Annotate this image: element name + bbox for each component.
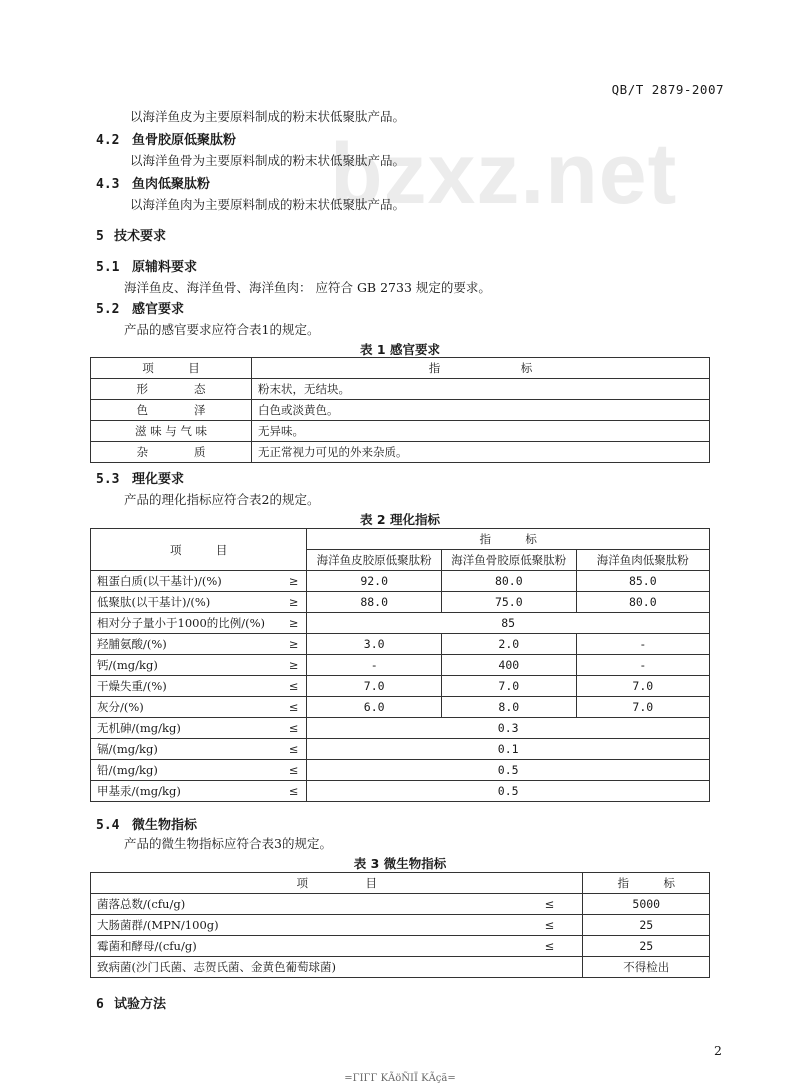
row-sign: ≤ — [271, 760, 307, 781]
table-1-caption: 表 1 感官要求 — [360, 342, 440, 357]
row-sign: ≥ — [271, 613, 307, 634]
row-item: 铅/(mg/kg) — [91, 760, 272, 781]
table-header-row — [91, 873, 710, 894]
section-title: 感官要求 — [132, 302, 185, 317]
row-item: 大肠菌群/(MPN/100g) — [91, 915, 519, 936]
row-value-merged: 0.1 — [307, 739, 710, 760]
section-4-1-description: 以海洋鱼皮为主要原料制成的粉末状低聚肽产品。 — [130, 109, 406, 124]
row-item: 霉菌和酵母/(cfu/g) — [91, 936, 519, 957]
table-row — [91, 571, 710, 592]
table-3-caption: 表 3 微生物指标 — [353, 856, 447, 871]
section-title: 鱼肉低聚肽粉 — [132, 177, 211, 192]
row-value: 25 — [583, 936, 710, 957]
row-sign: ≥ — [271, 655, 307, 676]
section-5-2-heading — [96, 298, 184, 317]
row-value: - — [576, 655, 709, 676]
table-row — [91, 760, 710, 781]
section-5-4-description: 产品的微生物指标应符合表3的规定。 — [124, 836, 332, 851]
table-row — [91, 379, 710, 400]
row-sign: ≤ — [271, 739, 307, 760]
page-number: 2 — [714, 1043, 722, 1058]
header-item: 项 目 — [91, 529, 307, 571]
section-title: 原辅料要求 — [132, 260, 198, 275]
row-value: 8.0 — [441, 697, 576, 718]
row-value: 无异味。 — [252, 421, 710, 442]
table-row — [91, 613, 710, 634]
row-item: 羟脯氨酸/(%) — [91, 634, 272, 655]
section-number: 6 — [96, 997, 104, 1012]
header-item: 项 目 — [91, 358, 252, 379]
section-title: 试验方法 — [114, 997, 167, 1012]
row-value: 75.0 — [441, 592, 576, 613]
section-number: 5.3 — [96, 472, 120, 487]
row-item: 杂 质 — [91, 442, 252, 463]
table-row — [91, 957, 710, 978]
section-4-2-heading — [96, 129, 236, 148]
table-row — [91, 781, 710, 802]
row-sign: ≤ — [518, 915, 583, 936]
row-value: 7.0 — [576, 697, 709, 718]
header-index: 指 标 — [252, 358, 710, 379]
section-5-2-description: 产品的感官要求应符合表1的规定。 — [124, 322, 320, 337]
row-sign: ≤ — [518, 894, 583, 915]
physicochemical-table — [90, 528, 710, 802]
row-value: 粉末状，无结块。 — [252, 379, 710, 400]
section-number: 4.3 — [96, 177, 120, 192]
footer-text: =ΓΙΓΓ ΚÃöÑΙÏ ΚÃçã= — [344, 1073, 456, 1084]
row-value: 7.0 — [307, 676, 442, 697]
table-header-row — [91, 358, 710, 379]
header-item: 项 目 — [91, 873, 583, 894]
section-6-heading — [96, 993, 166, 1012]
row-value: - — [576, 634, 709, 655]
row-sign: ≤ — [271, 697, 307, 718]
row-item: 无机砷/(mg/kg) — [91, 718, 272, 739]
row-item: 钙/(mg/kg) — [91, 655, 272, 676]
table-row — [91, 421, 710, 442]
row-value-merged: 0.3 — [307, 718, 710, 739]
section-4-3-heading — [96, 173, 210, 192]
row-item: 干燥失重/(%) — [91, 676, 272, 697]
sensory-table — [90, 357, 710, 463]
section-title: 理化要求 — [132, 472, 185, 487]
table-row — [91, 634, 710, 655]
table-row — [91, 697, 710, 718]
row-sign: ≤ — [271, 781, 307, 802]
row-value: - — [307, 655, 442, 676]
row-value: 7.0 — [576, 676, 709, 697]
section-5-3-description: 产品的理化指标应符合表2的规定。 — [124, 492, 320, 507]
microbial-table — [90, 872, 710, 978]
table-2-caption: 表 2 理化指标 — [360, 512, 440, 527]
row-item: 色 泽 — [91, 400, 252, 421]
row-sign: ≤ — [271, 718, 307, 739]
row-item: 滋 味 与 气 味 — [91, 421, 252, 442]
row-item: 灰分/(%) — [91, 697, 272, 718]
table-row — [91, 592, 710, 613]
row-value: 88.0 — [307, 592, 442, 613]
header-index: 指 标 — [583, 873, 710, 894]
row-sign: ≤ — [271, 676, 307, 697]
row-value: 80.0 — [576, 592, 709, 613]
table-row — [91, 400, 710, 421]
row-item: 致病菌(沙门氏菌、志贺氏菌、金黄色葡萄球菌) — [91, 957, 583, 978]
row-value: 7.0 — [441, 676, 576, 697]
row-item: 形 态 — [91, 379, 252, 400]
table-row — [91, 718, 710, 739]
section-number: 5.2 — [96, 302, 120, 317]
table-row — [91, 894, 710, 915]
section-title: 技术要求 — [114, 229, 167, 244]
header-index: 指 标 — [307, 529, 710, 550]
section-title: 鱼骨胶原低聚肽粉 — [132, 133, 237, 148]
row-value: 92.0 — [307, 571, 442, 592]
row-value: 3.0 — [307, 634, 442, 655]
table-header-row — [91, 529, 710, 550]
row-value: 85.0 — [576, 571, 709, 592]
table-row — [91, 739, 710, 760]
section-5-3-heading — [96, 468, 184, 487]
row-value: 6.0 — [307, 697, 442, 718]
section-number: 5 — [96, 229, 104, 244]
section-number: 4.2 — [96, 133, 120, 148]
row-item: 菌落总数/(cfu/g) — [91, 894, 519, 915]
section-number: 5.1 — [96, 260, 120, 275]
document-code: QB/T 2879-2007 — [611, 82, 724, 97]
column-fish-bone: 海洋鱼骨胶原低聚肽粉 — [441, 550, 576, 571]
row-value: 无正常视力可见的外来杂质。 — [252, 442, 710, 463]
row-value-merged: 0.5 — [307, 760, 710, 781]
section-5-1-heading — [96, 256, 197, 275]
section-5-4-heading — [96, 814, 197, 833]
row-value: 5000 — [583, 894, 710, 915]
row-value: 25 — [583, 915, 710, 936]
row-value: 不得检出 — [583, 957, 710, 978]
row-sign: ≥ — [271, 634, 307, 655]
table-row — [91, 676, 710, 697]
row-item: 相对分子量小于1000的比例/(%) — [91, 613, 272, 634]
row-item: 粗蛋白质(以干基计)/(%) — [91, 571, 272, 592]
row-item: 镉/(mg/kg) — [91, 739, 272, 760]
table-row — [91, 655, 710, 676]
row-value: 白色或淡黄色。 — [252, 400, 710, 421]
row-value: 2.0 — [441, 634, 576, 655]
watermark: bzxz.net — [330, 126, 678, 222]
table-row — [91, 915, 710, 936]
row-item: 甲基汞/(mg/kg) — [91, 781, 272, 802]
row-sign: ≥ — [271, 592, 307, 613]
column-fish-meat: 海洋鱼肉低聚肽粉 — [576, 550, 709, 571]
section-4-3-description: 以海洋鱼肉为主要原料制成的粉末状低聚肽产品。 — [130, 197, 406, 212]
section-title: 微生物指标 — [132, 818, 198, 833]
row-value: 400 — [441, 655, 576, 676]
table-row — [91, 936, 710, 957]
section-4-2-description: 以海洋鱼骨为主要原料制成的粉末状低聚肽产品。 — [130, 153, 406, 168]
table-row — [91, 442, 710, 463]
row-value-merged: 0.5 — [307, 781, 710, 802]
section-number: 5.4 — [96, 818, 120, 833]
row-sign: ≥ — [271, 571, 307, 592]
column-fish-skin: 海洋鱼皮胶原低聚肽粉 — [307, 550, 442, 571]
row-item: 低聚肽(以干基计)/(%) — [91, 592, 272, 613]
section-5-heading — [96, 225, 166, 244]
row-value: 80.0 — [441, 571, 576, 592]
section-5-1-description: 海洋鱼皮、海洋鱼骨、海洋鱼肉： 应符合 GB 2733 规定的要求。 — [124, 280, 491, 295]
row-sign: ≤ — [518, 936, 583, 957]
row-value-merged: 85 — [307, 613, 710, 634]
